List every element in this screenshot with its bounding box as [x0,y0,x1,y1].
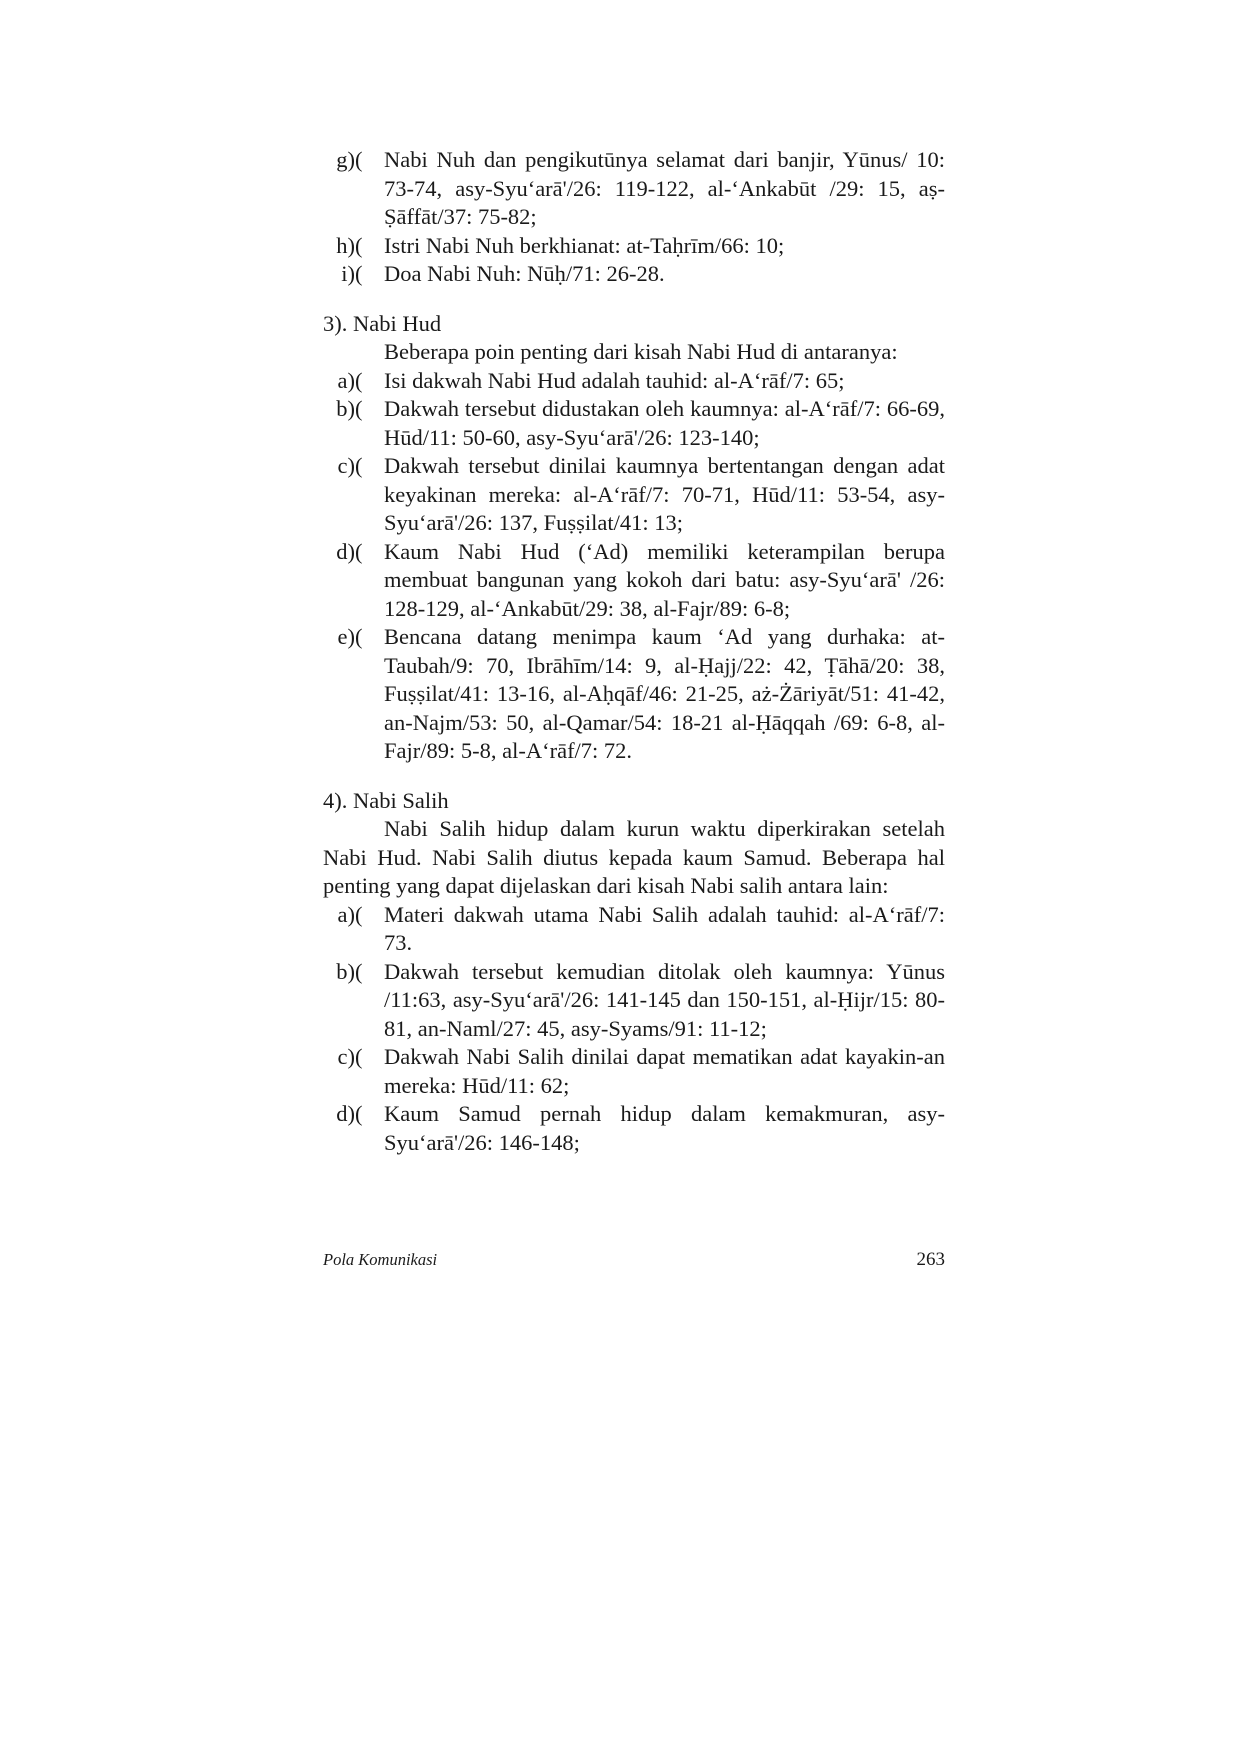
list-item: i) ( Doa Nabi Nuh: Nūḥ/71: 26-28. [323,260,945,289]
list-item: b) ( Dakwah tersebut kemudian ditolak oleh kaumnya: Yūnus /11:63, asy-Syu‘arā'/26: 141-145 dan 150-151, al-Ḥijr/15: 80-81, an-Naml/27: 45, asy-Syams/91: 11-12; [336,958,945,1041]
item-marker: a) [337,367,355,393]
item-text: Dakwah Nabi Salih dinilai dapat mematikan adat kayakin-an mereka: Hūd/11: 62; [384,1044,945,1098]
item-text: Kaum Nabi Hud (‘Ad) memiliki keterampilan berupa membuat bangunan yang kokoh dari batu: asy-Syu‘arā' /26: 128-129, al-‘Ankabūt/29: 38, al-Fajr/89: 6-8; [384,538,945,621]
item-text: Kaum Samud pernah hidup dalam kemakmuran, asy-Syu‘arā'/26: 146-148; [384,1101,945,1155]
item-text: Istri Nabi Nuh berkhianat: at-Taḥrīm/66: 10; [384,232,785,258]
list-item: h) ( Istri Nabi Nuh berkhianat: at-Taḥrīm/66: 10; [323,232,945,261]
item-marker: c) [337,1044,355,1069]
item-marker: c) [337,453,355,478]
section-intro: Nabi Salih hidup dalam kurun waktu diperkirakan setelah Nabi Hud. Nabi Salih diutus kepada kaum Samud. Beberapa hal penting yang dapat dijelaskan dari kisah Nabi salih antara lain: [323,816,945,898]
item-marker: e) [337,624,355,649]
page-body [323,146,945,1157]
item-text: Doa Nabi Nuh: Nūḥ/71: 26-28. [384,261,665,286]
item-marker: i) [341,261,355,286]
section-nabi-hud [323,310,945,766]
nuh-list [323,146,945,289]
item-marker: d) [336,1101,355,1126]
item-marker: b) [336,396,355,421]
list-item: g) ( Nabi Nuh dan pengikutūnya selamat dari banjir, Yūnus/ 10: 73-74, asy-Syu‘arā'/26: 119-122, al-‘Ankabūt /29: 15, aṣ-Ṣāffāt/37: 75-82; [336,147,945,229]
section-intro: Beberapa poin penting dari kisah Nabi Hud di antaranya: [384,339,898,364]
item-text: Bencana datang menimpa kaum ‘Ad yang durhaka: at-Taubah/9: 70, Ibrāhīm/14: 9, al-Ḥajj/22: 42, Ṭāhā/20: 38, Fuṣṣilat/41: 13-16, al-Aḥqāf/46: 21-25, aż-Żāriyāt/51: 41-42, an-Najm/53: 50, al-Qamar/54: 18-21 al-Ḥāqqah /69: 6-8, al-Fajr/89: 5-8, al-A‘rāf/7: 72. [384,624,945,763]
list-item: d) ( Kaum Samud pernah hidup dalam kemakmuran, asy-Syu‘arā'/26: 146-148; [336,1101,945,1155]
item-text: Dakwah tersebut didustakan oleh kaumnya: al-A‘rāf/7: 66-69, Hūd/11: 50-60, asy-Syu‘arā'/26: 123-140; [384,396,945,450]
item-marker: h) [336,232,355,258]
list-item: b) ( Dakwah tersebut didustakan oleh kaumnya: al-A‘rāf/7: 66-69, Hūd/11: 50-60, asy-Syu‘arā'/26: 123-140; [336,396,945,450]
list-item: e) ( Bencana datang menimpa kaum ‘Ad yang durhaka: at-Taubah/9: 70, Ibrāhīm/14: 9, al-Ḥajj/22: 42, Ṭāhā/20: 38, Fuṣṣilat/41: 13-16, al-Aḥqāf/46: 21-25, aż-Żāriyāt/51: 41-42, an-Najm/53: 50, al-Qamar/54: 18-21 al-Ḥāqqah /69: 6-8, al-Fajr/89: 5-8, al-A‘rāf/7: 72. [337,624,945,763]
list-item: a) ( Isi dakwah Nabi Hud adalah tauhid: al-A‘rāf/7: 65; [323,367,945,396]
running-title: Pola Komunikasi [323,1250,438,1269]
item-marker: a) [337,901,355,927]
item-text: Dakwah tersebut dinilai kaumnya bertentangan dengan adat keyakinan mereka: al-A‘rāf/7: 70-71, Hūd/11: 53-54, asy-Syu‘arā'/26: 137, Fuṣṣilat/41: 13; [384,453,945,535]
list-item: d) ( Kaum Nabi Hud (‘Ad) memiliki keterampilan berupa membuat bangunan yang kokoh dari batu: asy-Syu‘arā' /26: 128-129, al-‘Ankabūt/29: 38, al-Fajr/89: 6-8; [336,538,945,621]
item-text: Materi dakwah utama Nabi Salih adalah tauhid: al-A‘rāf/7: 73. [384,901,945,955]
item-marker: b) [336,958,355,984]
list-item: c) ( Dakwah Nabi Salih dinilai dapat mematikan adat kayakin-an mereka: Hūd/11: 62; [337,1044,945,1098]
section-nabi-salih [323,787,945,1158]
section-heading: 4). Nabi Salih [323,787,449,813]
item-text: Nabi Nuh dan pengikutūnya selamat dari banjir, Yūnus/ 10: 73-74, asy-Syu‘arā'/26: 119-122, al-‘Ankabūt /29: 15, aṣ-Ṣāffāt/37: 75-82; [384,147,945,229]
list-item: c) ( Dakwah tersebut dinilai kaumnya bertentangan dengan adat keyakinan mereka: al-A‘rāf/7: 70-71, Hūd/11: 53-54, asy-Syu‘arā'/26: 137, Fuṣṣilat/41: 13; [337,453,945,535]
section-heading: 3). Nabi Hud [323,310,442,336]
item-marker: d) [336,538,355,564]
list-item: a) ( Materi dakwah utama Nabi Salih adalah tauhid: al-A‘rāf/7: 73. [337,901,945,955]
item-marker: g) [336,147,355,172]
item-text: Isi dakwah Nabi Hud adalah tauhid: al-A‘rāf/7: 65; [384,367,845,393]
page-number: 263 [916,1249,945,1270]
item-text: Dakwah tersebut kemudian ditolak oleh kaumnya: Yūnus /11:63, asy-Syu‘arā'/26: 141-145 dan 150-151, al-Ḥijr/15: 80-81, an-Naml/27: 45, asy-Syams/91: 11-12; [384,958,945,1041]
